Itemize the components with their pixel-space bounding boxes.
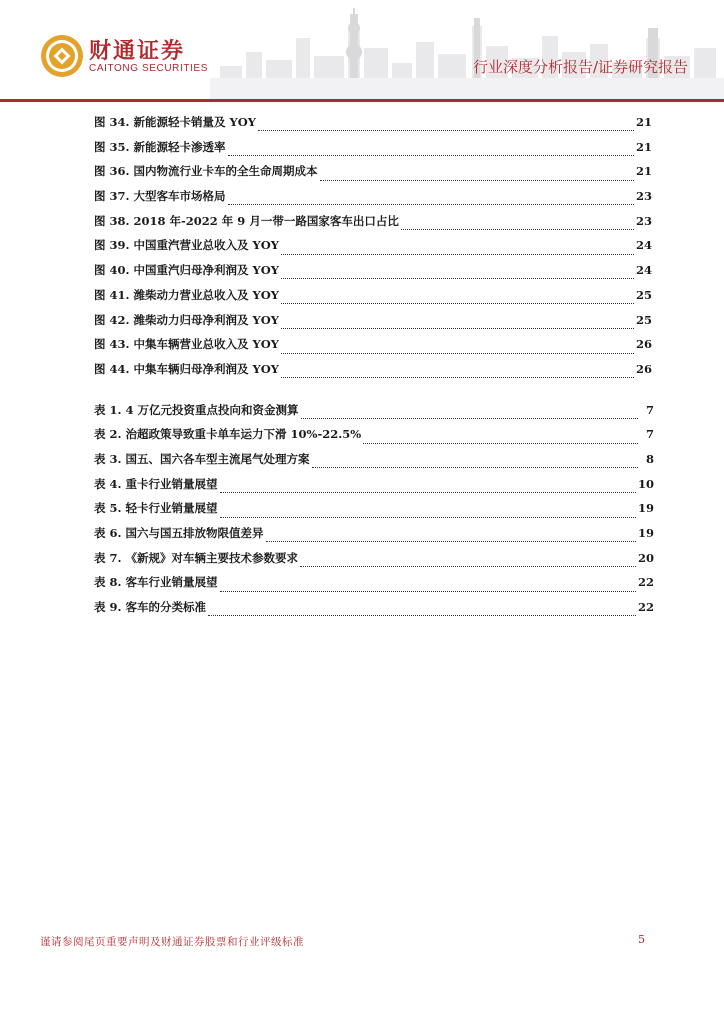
dot-leader: [281, 302, 634, 304]
report-type-label: 行业深度分析报告/证券研究报告: [472, 58, 688, 76]
dot-leader: [228, 203, 634, 205]
dot-leader: [266, 540, 636, 542]
header-divider: [0, 99, 724, 102]
toc-entry-label: 表 7. 《新规》对车辆主要技术参数要求: [94, 550, 299, 565]
toc-entry-label: 图 36. 国内物流行业卡车的全生命周期成本: [94, 164, 318, 179]
dot-leader: [208, 614, 636, 616]
toc-entry[interactable]: [94, 599, 654, 624]
toc-entry[interactable]: [94, 574, 654, 599]
toc-entry-page: 22: [637, 600, 654, 615]
city-skyline-graphic: [210, 8, 724, 99]
toc-entry-page: 25: [635, 287, 652, 302]
toc-entry[interactable]: [94, 213, 652, 238]
toc-entry-page: 21: [635, 164, 652, 179]
toc-entry-label: 图 37. 大型客车市场格局: [94, 189, 226, 204]
footer-disclaimer: 谨请参阅尾页重要声明及财通证券股票和行业评级标准: [40, 936, 304, 948]
dot-leader: [401, 228, 634, 230]
toc-entry-label: 图 35. 新能源轻卡渗透率: [94, 139, 226, 154]
toc-entry-page: 19: [637, 526, 654, 540]
dot-leader: [281, 376, 634, 378]
dot-leader: [281, 352, 634, 354]
toc-entry-label: 图 40. 中国重汽归母净利润及 YOY: [94, 263, 279, 278]
figure-list: [94, 114, 652, 386]
toc-entry[interactable]: [94, 139, 652, 164]
toc-entry-page: 24: [635, 263, 652, 278]
toc-entry[interactable]: [94, 426, 654, 451]
toc-entry-page: 24: [635, 238, 652, 253]
toc-entry[interactable]: [94, 361, 652, 386]
toc-entry-page: 23: [635, 189, 652, 204]
toc-entry[interactable]: [94, 500, 654, 525]
toc-entry-page: 26: [635, 337, 652, 352]
toc-entry-page: 26: [635, 361, 652, 376]
toc-entry[interactable]: [94, 336, 652, 361]
toc-entry[interactable]: [94, 476, 654, 501]
toc-entry-label: 图 44. 中集车辆归母净利润及 YOY: [94, 361, 279, 376]
dot-leader: [220, 590, 636, 592]
dot-leader: [363, 442, 638, 444]
toc-entry-label: 图 41. 潍柴动力营业总收入及 YOY: [94, 287, 279, 302]
caitong-logo-icon: [40, 34, 84, 78]
toc-entry[interactable]: [94, 550, 654, 575]
toc-entry-page: 10: [637, 476, 654, 491]
toc-entry-label: 图 39. 中国重汽营业总收入及 YOY: [94, 238, 279, 253]
toc-entry-label: 表 9. 客车的分类标准: [94, 600, 207, 615]
toc-entry[interactable]: [94, 262, 652, 287]
toc-entry[interactable]: [94, 237, 652, 262]
toc-entry-page: 20: [637, 550, 654, 565]
dot-leader: [220, 491, 636, 493]
toc-entry[interactable]: [94, 451, 654, 476]
dot-leader: [258, 129, 634, 131]
toc-entry-page: 21: [635, 115, 652, 129]
toc-entry[interactable]: [94, 525, 654, 550]
dot-leader: [228, 154, 634, 156]
toc-entry[interactable]: [94, 188, 652, 213]
dot-leader: [281, 277, 634, 279]
dot-leader: [312, 466, 638, 468]
toc-entry-label: 表 4. 重卡行业销量展望: [94, 476, 218, 491]
toc-entry-label: 表 1. 4 万亿元投资重点投向和资金测算: [94, 402, 299, 417]
toc-entry[interactable]: [94, 163, 652, 188]
dot-leader: [220, 516, 636, 518]
page-number: 5: [638, 933, 645, 946]
toc-entry-page: 21: [635, 139, 652, 154]
toc-entry-page: 7: [645, 427, 654, 442]
toc-entry-page: 25: [635, 312, 652, 327]
toc-entry-page: 22: [637, 575, 654, 590]
dot-leader: [301, 417, 638, 419]
toc-entry[interactable]: [94, 402, 654, 427]
toc-entry-label: 图 34. 新能源轻卡销量及 YOY: [94, 115, 256, 129]
toc-entry-label: 表 8. 客车行业销量展望: [94, 575, 218, 590]
brand-name-en: CAITONG SECURITIES: [89, 63, 208, 74]
toc-entry[interactable]: [94, 287, 652, 312]
dot-leader: [281, 253, 634, 255]
page-header: [0, 0, 724, 104]
brand-name-cn: 财通证券: [89, 39, 186, 64]
toc-entry[interactable]: [94, 312, 652, 337]
toc-entry-label: 表 5. 轻卡行业销量展望: [94, 501, 218, 516]
toc-entry[interactable]: [94, 114, 652, 139]
toc-entry-label: 图 38. 2018 年-2022 年 9 月一带一路国家客车出口占比: [94, 213, 399, 228]
toc-entry-label: 图 43. 中集车辆营业总收入及 YOY: [94, 337, 279, 352]
toc-entry-page: 19: [637, 501, 654, 516]
toc-entry-label: 表 3. 国五、国六各车型主流尾气处理方案: [94, 451, 310, 466]
toc-entry-page: 23: [635, 213, 652, 228]
toc-entry-page: 7: [645, 402, 654, 417]
dot-leader: [320, 179, 634, 181]
toc-entry-label: 图 42. 潍柴动力归母净利润及 YOY: [94, 312, 279, 327]
toc-entry-page: 8: [645, 451, 654, 466]
toc-entry-label: 表 2. 治超政策导致重卡单车运力下滑 10%-22.5%: [94, 427, 362, 442]
toc-entry-label: 表 6. 国六与国五排放物限值差异: [94, 526, 264, 540]
dot-leader: [300, 565, 636, 567]
table-list: [94, 402, 654, 624]
table-of-contents: [94, 114, 654, 624]
dot-leader: [281, 327, 634, 329]
